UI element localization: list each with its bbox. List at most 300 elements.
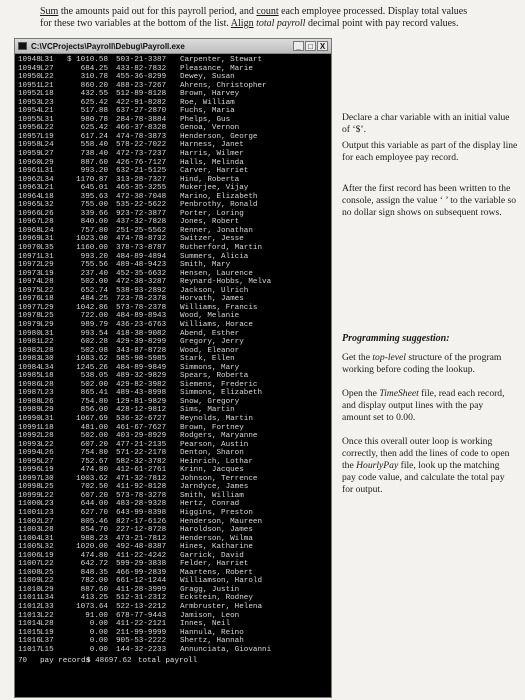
- pay-amount: 1245.26: [76, 363, 108, 372]
- employee-id: 11007: [18, 560, 41, 569]
- pay-code: L31: [40, 115, 54, 124]
- pay-record-row: [18, 312, 328, 321]
- employee-id: 11017: [18, 645, 41, 654]
- employee-name: Pleasance, Marie: [180, 64, 253, 73]
- pay-amount: 1003.62: [76, 474, 108, 483]
- pay-code: L18: [40, 372, 54, 381]
- pay-code: L29: [40, 406, 54, 415]
- pay-code: L24: [40, 141, 54, 150]
- pay-code: L37: [40, 637, 54, 646]
- pay-amount: 1083.62: [76, 355, 108, 364]
- ssn: 436-23-6763: [116, 320, 167, 329]
- keyword-align: Align: [230, 18, 254, 29]
- pay-record-row: [18, 603, 328, 612]
- employee-id: 10958: [18, 141, 41, 150]
- pay-code: L25: [40, 568, 54, 577]
- suggestion-text: Open the: [342, 388, 380, 399]
- pay-amount: 0.00: [89, 628, 108, 637]
- suggestion-paragraph-1: [342, 352, 512, 376]
- ssn: 227-12-8728: [116, 526, 167, 535]
- pay-code: L19: [40, 466, 54, 475]
- employee-id: 10970: [18, 244, 41, 253]
- employee-name: Shertz, Hannah: [180, 637, 244, 646]
- pay-record-row: [18, 629, 328, 638]
- pay-amount: 989.79: [80, 320, 108, 329]
- pay-code: L22: [40, 491, 54, 500]
- pay-code: L34: [40, 363, 54, 372]
- prompt-text-2: each employee processed. Display total values: [278, 6, 468, 17]
- pay-amount: 395.63: [80, 192, 108, 201]
- pay-code: L28: [40, 526, 54, 535]
- employee-id: 11005: [18, 543, 41, 552]
- pay-record-row: [18, 56, 328, 65]
- pay-record-row: [18, 458, 328, 467]
- employee-name: Stark, Ellen: [180, 355, 235, 364]
- ssn: 632-21-5125: [116, 167, 167, 176]
- pay-record-row: [18, 338, 328, 347]
- pay-record-row: [18, 295, 328, 304]
- pay-code: L27: [40, 517, 54, 526]
- pay-record-row: [18, 381, 328, 390]
- pay-record-row: [18, 612, 328, 621]
- pay-amount: 754.80: [80, 397, 108, 406]
- total-payroll-amount: $ 48697.62: [86, 657, 132, 666]
- employee-name: Henderson, George: [180, 132, 258, 141]
- pay-record-row: [18, 535, 328, 544]
- prompt-text-1: the amounts paid out for this payroll period, and: [58, 6, 257, 17]
- pay-record-row: [18, 184, 328, 193]
- pay-amount: 558.40: [80, 141, 108, 150]
- employee-id: 11006: [18, 551, 41, 560]
- pay-amount: 310.78: [80, 73, 108, 82]
- pay-record-row: [18, 475, 328, 484]
- employee-id: 10979: [18, 320, 41, 329]
- employee-name: Smith, William: [180, 491, 244, 500]
- suggestion-body: [342, 352, 512, 508]
- employee-id: 10991: [18, 423, 41, 432]
- employee-name: Henderson, Wilma: [180, 534, 253, 543]
- ssn: 465-35-3255: [116, 184, 167, 193]
- pay-amount: 602.28: [80, 338, 108, 347]
- employee-name: Pearson, Austin: [180, 440, 249, 449]
- record-count-label: pay records: [40, 657, 91, 666]
- ssn: 251-25-5562: [116, 226, 167, 235]
- employee-name: Krinn, Jacques: [180, 466, 244, 475]
- employee-name: Gragg, Justin: [180, 585, 240, 594]
- pay-code: L35: [40, 244, 54, 253]
- pay-code: L26: [40, 209, 54, 218]
- pay-record-row: [18, 253, 328, 262]
- pay-record-row: [18, 415, 328, 424]
- employee-name: Gregory, Jerry: [180, 338, 244, 347]
- pay-code: L22: [40, 440, 54, 449]
- employee-name: Fuchs, Maria: [180, 107, 235, 116]
- ssn: 484-89-4894: [116, 252, 167, 261]
- suggestion-text: file, read each record, and display output lines with the pay amount set to 0.00.: [342, 388, 505, 423]
- employee-name: Simmons, Mary: [180, 363, 240, 372]
- employee-name: Reynolds, Martin: [180, 414, 253, 423]
- employee-id: 10953: [18, 98, 41, 107]
- record-count: 70: [18, 657, 28, 666]
- pay-code: L27: [40, 64, 54, 73]
- ssn: 433-82-7832: [116, 64, 167, 73]
- pay-code: L28: [40, 346, 54, 355]
- pay-amount: $ 1010.58: [66, 56, 108, 64]
- employee-name: Jackson, Ulrich: [180, 286, 249, 295]
- employee-id: 10969: [18, 235, 41, 244]
- pay-amount: 484.25: [80, 295, 108, 304]
- employee-name: Dewey, Susan: [180, 73, 235, 82]
- pay-amount: 625.42: [80, 98, 108, 107]
- employee-id: 11012: [18, 603, 41, 611]
- pay-code: L23: [40, 500, 54, 509]
- pay-amount: 1170.87: [76, 175, 108, 184]
- employee-name: Harness, Janet: [180, 141, 244, 150]
- pay-code: L31: [40, 534, 54, 543]
- pay-amount: 502.00: [80, 380, 108, 389]
- ssn: 538-93-2892: [116, 286, 167, 295]
- pay-amount: 413.25: [80, 594, 108, 603]
- pay-record-row: [18, 193, 328, 202]
- ssn: 466-99-2839: [116, 568, 167, 577]
- pay-record-row: [18, 492, 328, 501]
- employee-id: 10966: [18, 209, 41, 218]
- ssn: 403-29-8929: [116, 432, 167, 441]
- pay-code: L25: [40, 312, 54, 321]
- employee-id: 10949: [18, 64, 41, 73]
- employee-name: Jarndyce, James: [180, 483, 249, 492]
- pay-record-row: [18, 441, 328, 450]
- pay-amount: 1073.64: [76, 603, 108, 611]
- pay-amount: 854.70: [80, 526, 108, 535]
- ssn: 211-99-9999: [116, 628, 167, 637]
- pay-code: L31: [40, 56, 54, 64]
- ssn: 472-38-7048: [116, 192, 167, 201]
- pay-record-row: [18, 389, 328, 398]
- employee-id: 10980: [18, 329, 41, 338]
- employee-name: Hind, Roberta: [180, 175, 240, 184]
- pay-amount: 860.20: [80, 81, 108, 90]
- pay-amount: 755.00: [80, 201, 108, 210]
- pay-record-row: [18, 321, 328, 330]
- employee-id: 10967: [18, 218, 41, 227]
- employee-name: Johnson, Terrence: [180, 474, 258, 483]
- pay-amount: 980.78: [80, 115, 108, 124]
- employee-id: 10948: [18, 56, 41, 64]
- pay-amount: 627.70: [80, 508, 108, 517]
- ssn: 483-28-9328: [116, 500, 167, 509]
- pay-amount: 0.00: [89, 637, 108, 646]
- ssn: 422-91-8282: [116, 98, 167, 107]
- employee-id: 10971: [18, 252, 41, 261]
- pay-amount: 757.80: [80, 226, 108, 235]
- employee-id: 11004: [18, 534, 41, 543]
- pay-amount: 502.08: [80, 346, 108, 355]
- pay-code: L18: [40, 423, 54, 432]
- ssn: 284-78-3884: [116, 115, 167, 124]
- pay-record-row: [18, 364, 328, 373]
- pay-record-row: [18, 261, 328, 270]
- pay-record-row: [18, 270, 328, 279]
- pay-amount: 538.05: [80, 372, 108, 381]
- employee-name: Switzer, Jesse: [180, 235, 244, 244]
- ssn: 343-87-8728: [116, 346, 167, 355]
- ssn: 378-73-8787: [116, 244, 167, 253]
- employee-id: 10965: [18, 201, 41, 210]
- ssn: 412-61-2761: [116, 466, 167, 475]
- pay-code: L19: [40, 269, 54, 278]
- pay-record-row: [18, 107, 328, 116]
- employee-name: Horvath, James: [180, 295, 244, 304]
- pay-code: L29: [40, 585, 54, 594]
- employee-id: 11015: [18, 628, 41, 637]
- employee-id: 10993: [18, 440, 41, 449]
- ssn: 573-78-2378: [116, 303, 167, 312]
- pay-code: L23: [40, 508, 54, 517]
- pay-amount: 0.00: [89, 620, 108, 629]
- employee-id: 10960: [18, 158, 41, 167]
- pay-record-row: [18, 372, 328, 381]
- employee-name: Hertz, Conrad: [180, 500, 240, 509]
- pay-amount: 645.01: [80, 184, 108, 193]
- pay-record-row: [18, 483, 328, 492]
- pay-amount: 607.20: [80, 491, 108, 500]
- ssn: 503-21-3387: [116, 56, 167, 64]
- ssn: 489-32-9829: [116, 372, 167, 381]
- employee-name: Abend, Esther: [180, 329, 240, 338]
- pay-code: L32: [40, 543, 54, 552]
- pay-record-row: [18, 543, 328, 552]
- pay-amount: 988.23: [80, 534, 108, 543]
- pay-code: L31: [40, 252, 54, 261]
- ssn: 923-72-3877: [116, 209, 167, 218]
- pay-record-row: [18, 432, 328, 441]
- ssn: 437-32-7828: [116, 218, 167, 227]
- employee-id: 10974: [18, 278, 41, 287]
- employee-id: 10988: [18, 397, 41, 406]
- pay-record-row: [18, 176, 328, 185]
- employee-id: 10956: [18, 124, 41, 133]
- pay-record-row: [18, 99, 328, 108]
- ssn: 723-78-2378: [116, 295, 167, 304]
- employee-name: Felder, Harriet: [180, 560, 249, 569]
- employee-id: 10994: [18, 449, 41, 458]
- ssn: 461-67-7627: [116, 423, 167, 432]
- suggestion-text: Get the: [342, 352, 373, 363]
- pay-amount: 339.66: [80, 209, 108, 218]
- suggestion-emphasis: TimeSheet: [379, 388, 419, 399]
- pay-record-row: [18, 424, 328, 433]
- ssn: 489-48-9423: [116, 261, 167, 270]
- pay-code: L30: [40, 474, 54, 483]
- close-button[interactable]: X: [317, 41, 328, 51]
- pay-code: L32: [40, 201, 54, 210]
- prompt-emphasis: total payroll: [256, 18, 306, 29]
- ssn: 144-32-2233: [116, 645, 167, 654]
- pay-amount: 738.40: [80, 150, 108, 159]
- pay-record-row: [18, 594, 328, 603]
- ssn: 477-21-2135: [116, 440, 167, 449]
- pay-code: L29: [40, 261, 54, 270]
- pay-amount: 755.56: [80, 261, 108, 270]
- window-titlebar[interactable]: [15, 39, 331, 54]
- employee-name: Armbruster, Helena: [180, 603, 263, 611]
- pay-amount: 502.00: [80, 432, 108, 441]
- console-window[interactable]: [14, 38, 332, 698]
- employee-id: 10978: [18, 312, 41, 321]
- pay-amount: 1067.69: [76, 414, 108, 423]
- pay-record-row: [18, 518, 328, 527]
- pay-record-row: [18, 116, 328, 125]
- pay-record-row: [18, 304, 328, 313]
- pay-record-row: [18, 577, 328, 586]
- employee-name: Rutherford, Martin: [180, 244, 263, 253]
- ssn: 474-78-3873: [116, 132, 167, 141]
- ssn: 827-17-6126: [116, 517, 167, 526]
- pay-record-row: [18, 398, 328, 407]
- ssn: 573-78-3278: [116, 491, 167, 500]
- maximize-button[interactable]: □: [305, 41, 316, 51]
- ssn: 428-12-9812: [116, 406, 167, 415]
- employee-name: Porter, Loring: [180, 209, 244, 218]
- pay-code: L22: [40, 73, 54, 82]
- pay-amount: 625.42: [80, 124, 108, 133]
- assignment-prompt: [40, 6, 510, 30]
- pay-amount: 642.72: [80, 560, 108, 569]
- pay-code: L21: [40, 81, 54, 90]
- pay-amount: 754.80: [80, 449, 108, 458]
- minimize-button[interactable]: _: [293, 41, 304, 51]
- employee-id: 10951: [18, 81, 41, 90]
- pay-code: L22: [40, 286, 54, 295]
- pay-record-row: [18, 500, 328, 509]
- pay-amount: 1023.00: [76, 235, 108, 244]
- pay-record-row: [18, 449, 328, 458]
- pay-amount: 517.88: [80, 107, 108, 116]
- pay-amount: 840.00: [80, 218, 108, 227]
- ssn: 472-73-7237: [116, 150, 167, 159]
- ssn: 578-22-7022: [116, 141, 167, 150]
- employee-name: Ahrens, Christopher: [180, 81, 267, 90]
- prompt-text-4: decimal point with pay record values.: [305, 18, 459, 29]
- employee-name: Carver, Harriet: [180, 167, 249, 176]
- employee-id: 11010: [18, 585, 41, 594]
- pay-code: L28: [40, 278, 54, 287]
- pay-amount: 1042.86: [76, 303, 108, 312]
- pay-code: L31: [40, 414, 54, 423]
- pay-amount: 474.80: [80, 466, 108, 475]
- ssn: 585-98-5985: [116, 355, 167, 364]
- pay-amount: 702.50: [80, 483, 108, 492]
- employee-name: Genoa, Vernon: [180, 124, 240, 133]
- employee-name: Hines, Katharine: [180, 543, 253, 552]
- pay-code: L34: [40, 594, 54, 603]
- pay-code: L19: [40, 628, 54, 637]
- ssn: 484-89-9849: [116, 363, 167, 372]
- suggestion-text: structure of the program working before coding the lookup.: [342, 352, 502, 375]
- pay-code: L18: [40, 295, 54, 304]
- employee-id: 10961: [18, 167, 41, 176]
- employee-name: Wood, Eleanor: [180, 346, 240, 355]
- ssn: 536-32-6727: [116, 414, 167, 423]
- employee-name: Carpenter, Stewart: [180, 56, 263, 64]
- pay-record-row: [18, 278, 328, 287]
- pay-amount: 502.00: [80, 278, 108, 287]
- employee-id: 10952: [18, 90, 41, 99]
- ssn: 129-81-9829: [116, 397, 167, 406]
- ssn: 905-53-2222: [116, 637, 167, 646]
- employee-id: 10989: [18, 406, 41, 415]
- employee-name: Maartens, Robert: [180, 568, 253, 577]
- pay-record-row: [18, 560, 328, 569]
- suggestion-emphasis: top-level: [372, 352, 406, 363]
- employee-name: Mukerjee, Vijay: [180, 184, 249, 193]
- employee-name: Sims, Martin: [180, 406, 235, 415]
- pay-amount: 848.35: [80, 568, 108, 577]
- employee-id: 10982: [18, 346, 41, 355]
- pay-code: L18: [40, 192, 54, 201]
- pay-code: L34: [40, 175, 54, 184]
- employee-id: 10977: [18, 303, 41, 312]
- pay-code: L31: [40, 235, 54, 244]
- pay-code: L28: [40, 620, 54, 629]
- employee-name: Jones, Robert: [180, 218, 240, 227]
- ssn: 411-28-3999: [116, 585, 167, 594]
- pay-amount: 481.00: [80, 423, 108, 432]
- pay-record-row: [18, 235, 328, 244]
- pay-code: L23: [40, 389, 54, 398]
- pay-code: L29: [40, 303, 54, 312]
- ssn: 484-89-8943: [116, 312, 167, 321]
- employee-id: 10975: [18, 286, 41, 295]
- employee-id: 10998: [18, 483, 41, 492]
- employee-name: Renner, Jonathan: [180, 226, 253, 235]
- employee-name: Hannula, Reino: [180, 628, 244, 637]
- employee-id: 11011: [18, 594, 41, 603]
- employee-name: Halls, Melinda: [180, 158, 244, 167]
- pay-amount: 652.74: [80, 286, 108, 295]
- employee-id: 10990: [18, 414, 41, 423]
- pay-code: L22: [40, 338, 54, 347]
- pay-amount: 1020.00: [76, 543, 108, 552]
- employee-id: 11000: [18, 500, 41, 509]
- employee-id: 11014: [18, 620, 41, 629]
- employee-name: Henderson, Maureen: [180, 517, 263, 526]
- pay-amount: 993.20: [80, 167, 108, 176]
- pay-record-row: [18, 620, 328, 629]
- pay-record-row: [18, 124, 328, 133]
- pay-code: L31: [40, 329, 54, 338]
- ssn: 678-77-9443: [116, 611, 167, 620]
- employee-id: 11003: [18, 526, 41, 535]
- ssn: 411-22-2121: [116, 620, 167, 629]
- ssn: 571-22-2178: [116, 449, 167, 458]
- ssn: 582-32-3782: [116, 457, 167, 466]
- pay-record-row: [18, 586, 328, 595]
- ssn: 512-31-2312: [116, 594, 167, 603]
- pay-amount: 887.60: [80, 158, 108, 167]
- pay-code: L28: [40, 432, 54, 441]
- employee-id: 10996: [18, 466, 41, 475]
- employee-name: Phelps, Gus: [180, 115, 231, 124]
- ssn: 492-48-8387: [116, 543, 167, 552]
- pay-code: L33: [40, 603, 54, 611]
- employee-id: 10973: [18, 269, 41, 278]
- pay-amount: 865.41: [80, 389, 108, 398]
- pay-record-row: [18, 141, 328, 150]
- employee-name: Summers, Alicia: [180, 252, 249, 261]
- pay-record-row: [18, 73, 328, 82]
